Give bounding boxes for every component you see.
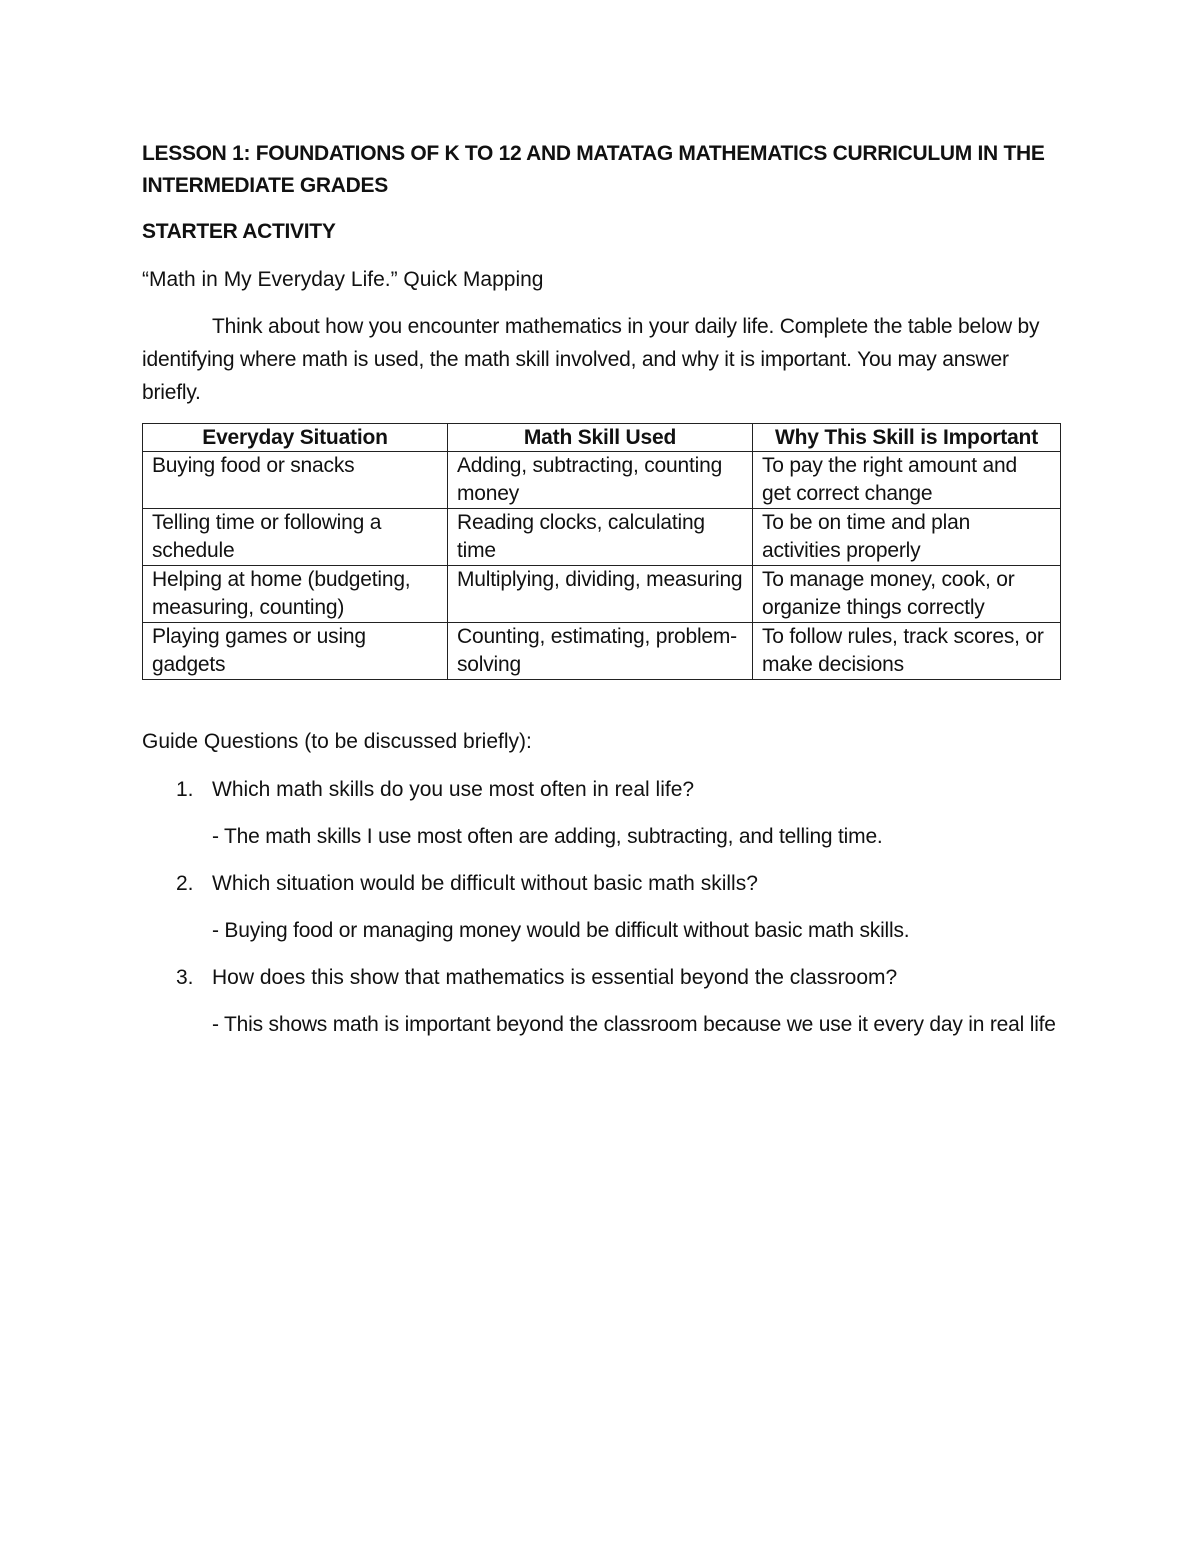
table-cell-situation: Playing games or using gadgets [143,623,448,680]
table-header-skill: Math Skill Used [448,424,753,452]
question-number: 3. [176,966,194,989]
list-item [142,962,1060,1041]
table-cell-skill: Reading clocks, calculating time [448,509,753,566]
lesson-title: LESSON 1: FOUNDATIONS OF K TO 12 AND MATATAG MATHEMATICS CURRICULUM IN THE INTERMEDIATE GRADES [142,142,1045,197]
guide-questions-heading: Guide Questions (to be discussed briefly): [142,730,532,753]
math-skills-table [142,423,1061,680]
answer-text: - This shows math is important beyond the classroom because we use it every day in real life [212,1013,1056,1036]
table-header-situation: Everyday Situation [143,424,448,452]
table-row [143,623,1061,680]
section-heading: STARTER ACTIVITY [142,220,336,243]
table-cell-importance: To pay the right amount and get correct change [753,452,1061,509]
table-cell-skill: Counting, estimating, problem-solving [448,623,753,680]
table-cell-situation: Telling time or following a schedule [143,509,448,566]
table-cell-importance: To manage money, cook, or organize things correctly [753,566,1061,623]
table-header-importance: Why This Skill is Important [753,424,1061,452]
question-number: 2. [176,872,194,895]
answer-text: - The math skills I use most often are adding, subtracting, and telling time. [212,825,883,848]
question-text: How does this show that mathematics is essential beyond the classroom? [212,966,898,989]
list-item [142,774,1060,853]
table-row [143,566,1061,623]
instructions-paragraph: Think about how you encounter mathematics in your daily life. Complete the table below by identifying where math is used, the math skill involved, and why it is important. You may answer briefly. [142,315,1040,404]
table-cell-situation: Buying food or snacks [143,452,448,509]
question-number: 1. [176,778,194,801]
document-page [142,138,1060,1056]
question-text: Which math skills do you use most often in real life? [212,778,695,801]
table-cell-skill: Multiplying, dividing, measuring [448,566,753,623]
answer-text: - Buying food or managing money would be difficult without basic math skills. [212,919,910,942]
table-header-row [143,424,1061,452]
activity-title: “Math in My Everyday Life.” Quick Mapping [142,268,544,291]
question-text: Which situation would be difficult without basic math skills? [212,872,758,895]
table-cell-importance: To follow rules, track scores, or make decisions [753,623,1061,680]
table-row [143,509,1061,566]
list-item [142,868,1060,947]
guide-questions-list [142,774,1060,1041]
table-cell-situation: Helping at home (budgeting, measuring, counting) [143,566,448,623]
table-cell-skill: Adding, subtracting, counting money [448,452,753,509]
table-row [143,452,1061,509]
table-cell-importance: To be on time and plan activities properly [753,509,1061,566]
